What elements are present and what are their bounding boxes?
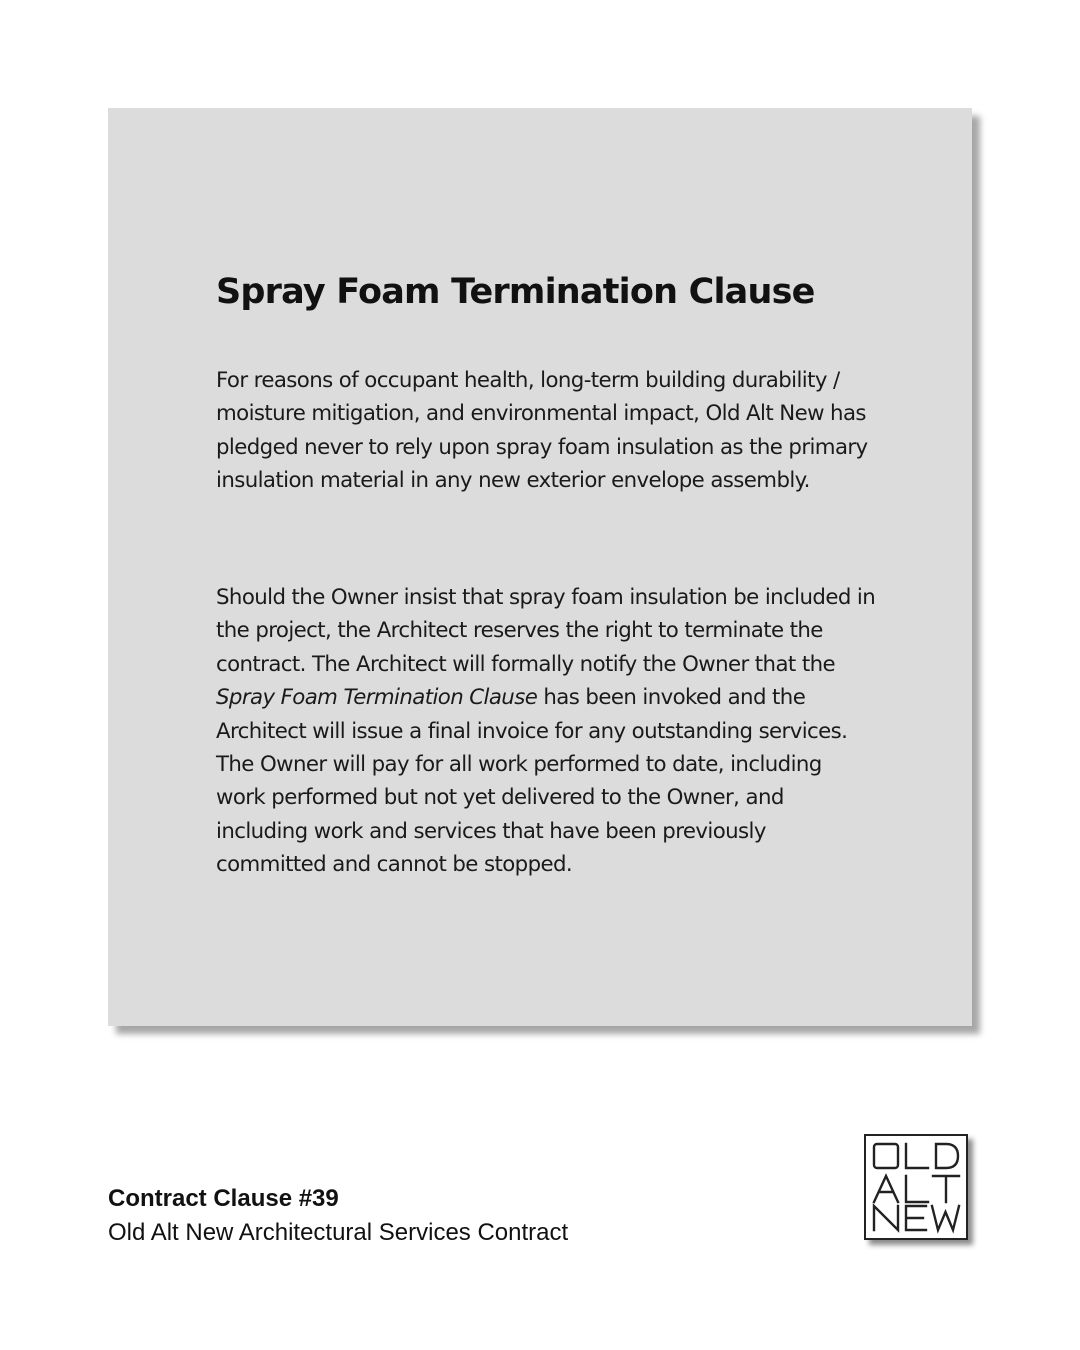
clause-title: Spray Foam Termination Clause — [216, 272, 815, 312]
clause-paragraph-2-start: Should the Owner insist that spray foam insulation be included in the project, the Architect reserves the right to terminate the contract. The Architect will formally notify the Owner that the — [216, 585, 876, 677]
clause-paragraph-1: For reasons of occupant health, long-term building durability / moisture mitigation, and environmental impact, Old Alt New has pledged never to rely upon spray foam insulation as the primary insulation material in any new exterior envelope assembly. — [216, 368, 868, 494]
clause-name-emphasis: Spray Foam Termination Clause — [216, 685, 538, 711]
clause-paragraph-2-end: has been invoked and the Architect will issue a final invoice for any outstanding services. The Owner will pay for all work performed to date, including work performed but not yet delivered to the Owner, and including work and services that have been previously committed and cannot be stopped. — [216, 685, 848, 878]
clause-paragraph-2 — [216, 581, 876, 882]
old-alt-new-logo — [864, 1134, 968, 1240]
clause-card — [108, 108, 972, 1026]
footer-contract-name: Old Alt New Architectural Services Contract — [108, 1219, 569, 1246]
footer-clause-number: Contract Clause #39 — [108, 1185, 339, 1212]
logo-wordmark-icon — [866, 1136, 965, 1237]
